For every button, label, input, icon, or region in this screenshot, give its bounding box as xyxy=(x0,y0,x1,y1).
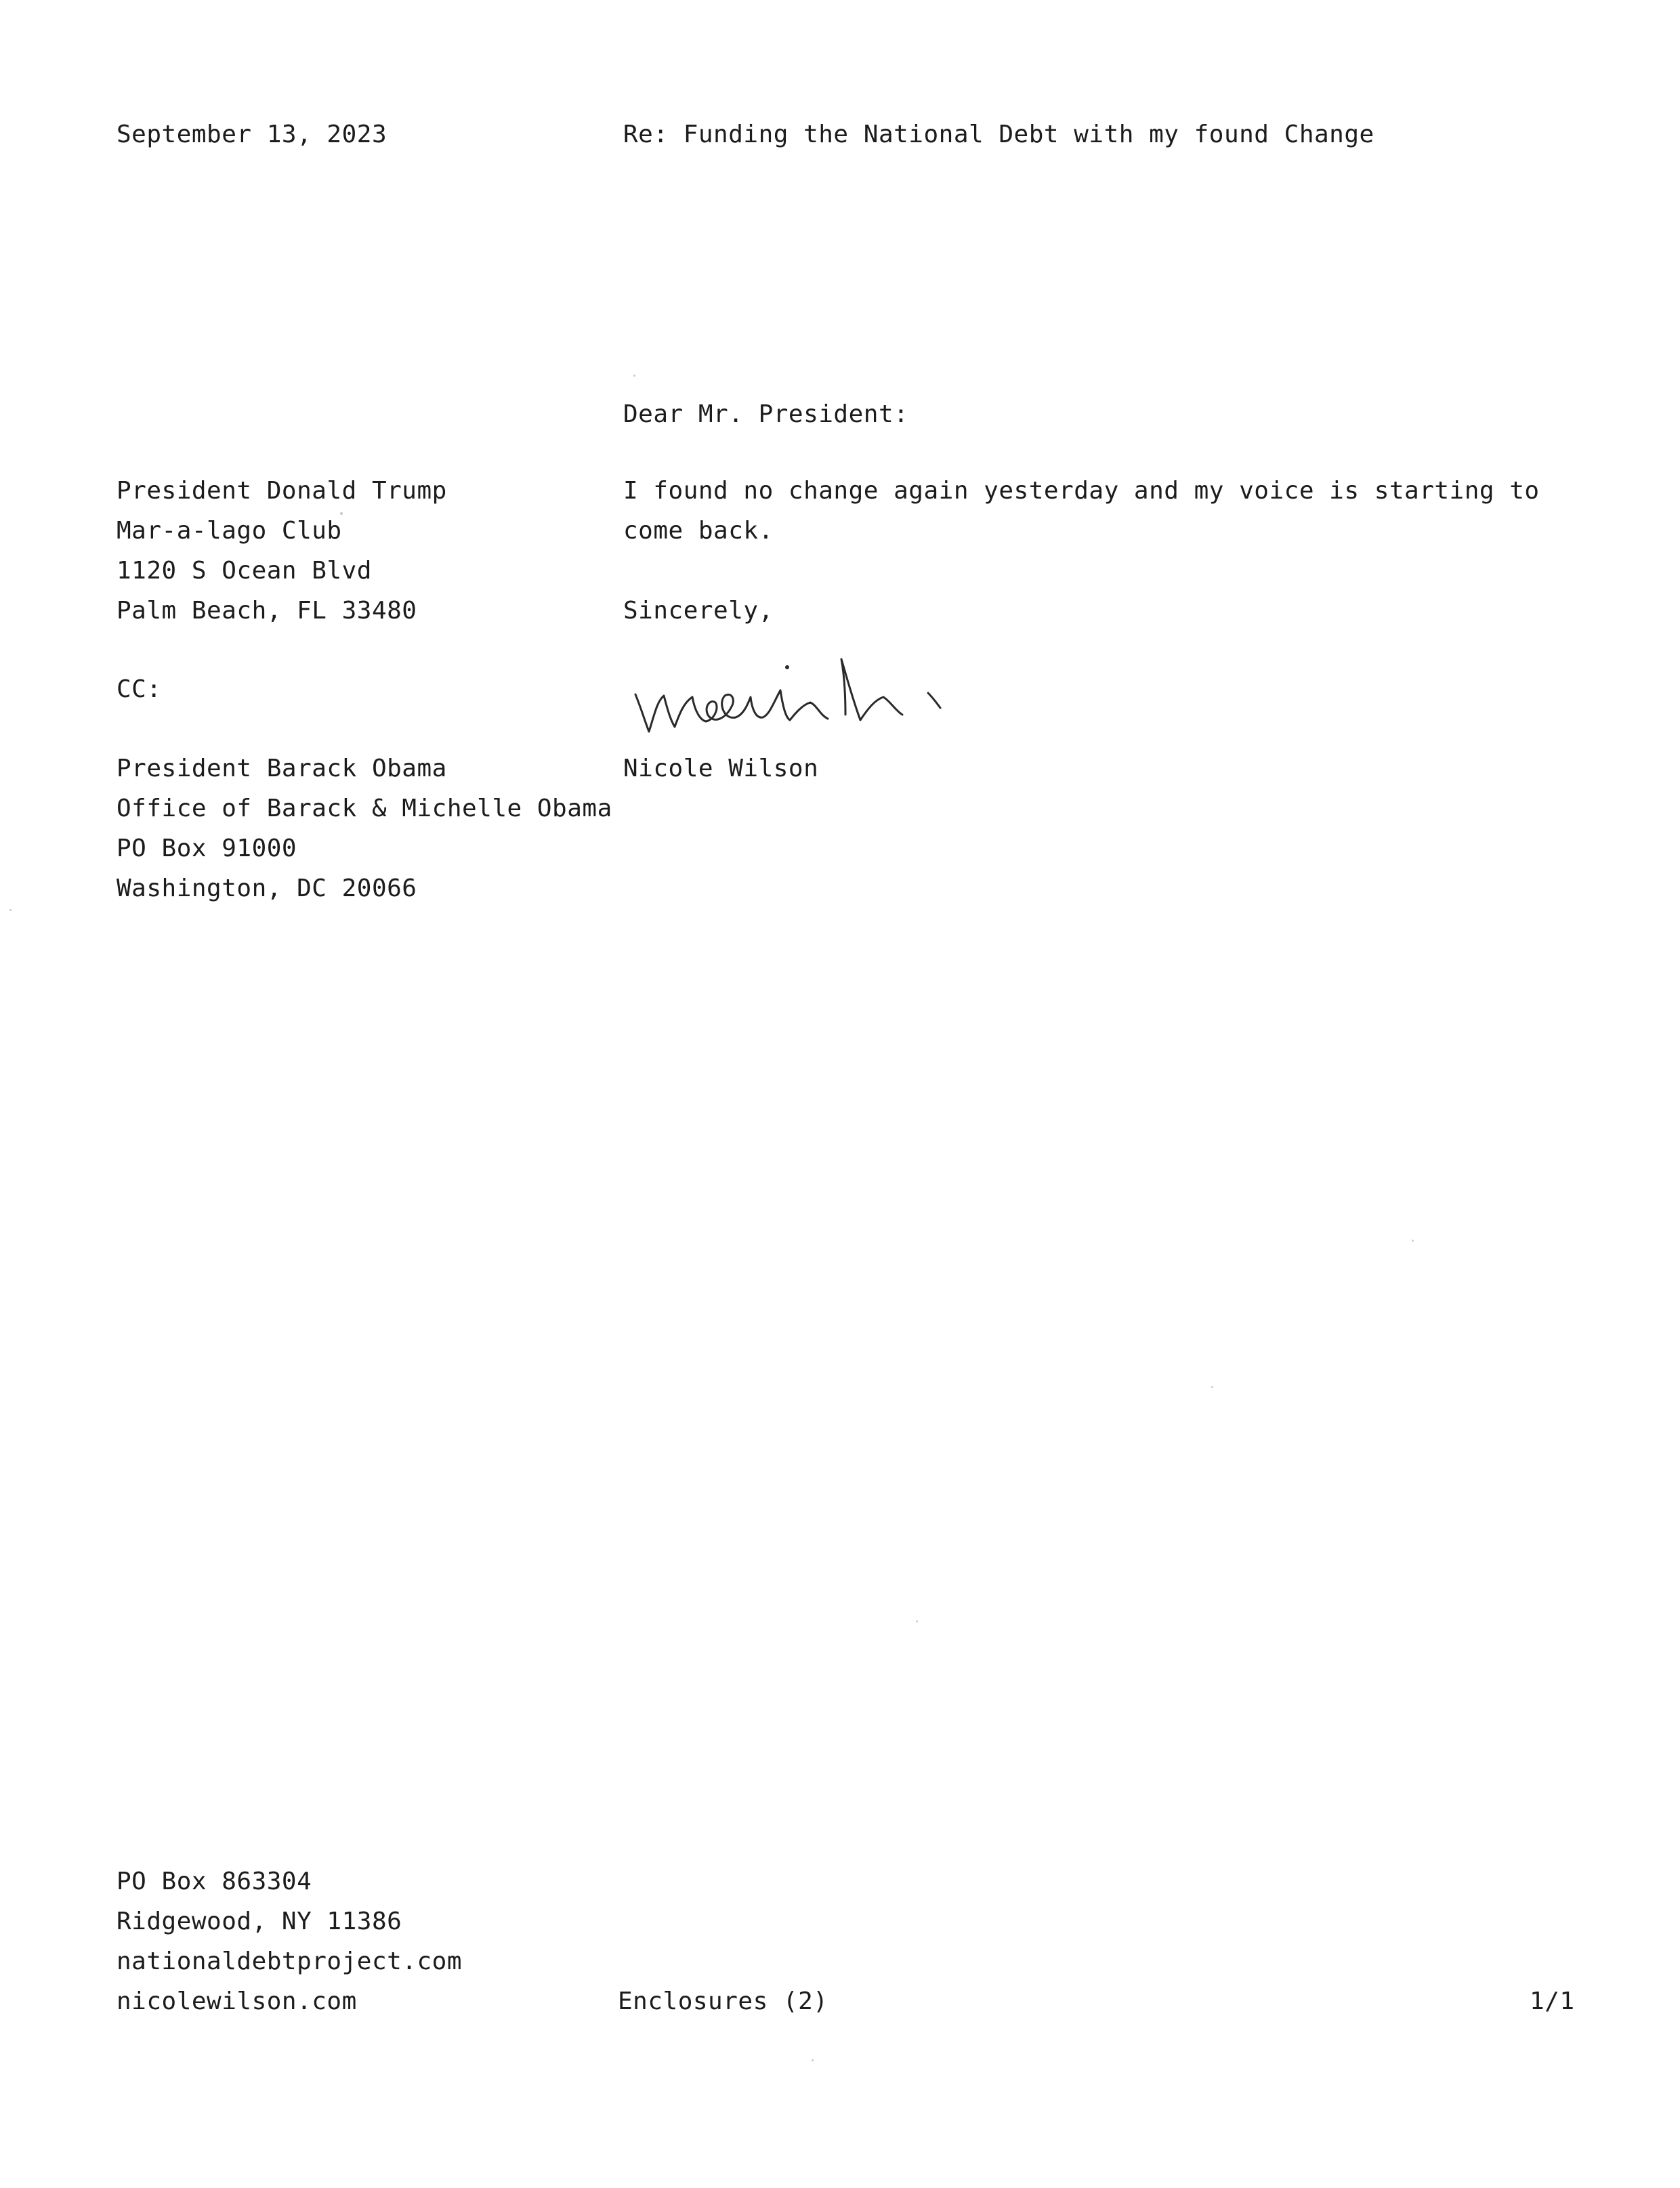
recipient-line: Mar-a-lago Club xyxy=(117,517,342,545)
recipient-line: President Donald Trump xyxy=(117,477,447,505)
recipient-line: Palm Beach, FL 33480 xyxy=(117,597,417,625)
scan-speck xyxy=(1211,1386,1213,1388)
scan-speck xyxy=(340,512,343,515)
signer-name: Nicole Wilson xyxy=(623,755,819,782)
closing: Sincerely, xyxy=(623,597,774,625)
sender-line: nationaldebtproject.com xyxy=(117,1948,462,1975)
cc-line: PO Box 91000 xyxy=(117,835,297,862)
letter-subject: Re: Funding the National Debt with my found Change xyxy=(623,121,1374,148)
recipient-address xyxy=(117,471,447,631)
cc-line: President Barack Obama xyxy=(117,755,447,782)
scan-speck xyxy=(9,909,12,911)
recipient-line: 1120 S Ocean Blvd xyxy=(117,557,372,585)
enclosures-note: Enclosures (2) xyxy=(618,1987,828,2015)
sender-line: nicolewilson.com xyxy=(117,1987,357,2015)
salutation: Dear Mr. President: xyxy=(623,400,909,428)
cc-address xyxy=(117,749,612,908)
scan-speck xyxy=(633,375,635,377)
cc-line: Washington, DC 20066 xyxy=(117,875,417,902)
sender-line: Ridgewood, NY 11386 xyxy=(117,1908,402,1935)
letter-date: September 13, 2023 xyxy=(117,121,387,148)
sender-line: PO Box 863304 xyxy=(117,1868,312,1895)
handwritten-signature-icon xyxy=(630,647,948,749)
scan-speck xyxy=(1412,1240,1414,1242)
scan-speck xyxy=(916,1620,918,1622)
page-number: 1/1 xyxy=(1530,1987,1575,2015)
cc-label: CC: xyxy=(117,675,162,703)
letter-body: I found no change again yesterday and my voice is starting to come back. xyxy=(623,477,1540,545)
cc-line: Office of Barack & Michelle Obama xyxy=(117,795,612,822)
scan-speck xyxy=(812,2059,814,2061)
sender-address xyxy=(117,1861,462,2021)
